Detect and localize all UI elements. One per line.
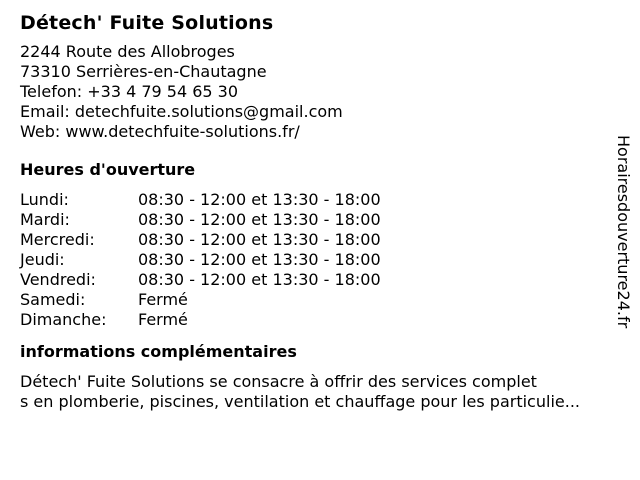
- day-hours: 08:30 - 12:00 et 13:30 - 18:00: [138, 270, 381, 289]
- hours-row: [20, 230, 381, 250]
- description-line-2: s en plomberie, piscines, ventilation et chauffage pour les particulie...: [20, 392, 580, 411]
- day-hours: Fermé: [138, 290, 188, 309]
- opening-hours-title: Heures d'ouverture: [20, 160, 196, 179]
- day-label: Samedi:: [20, 290, 86, 309]
- address-line-2: 73310 Serrières-en-Chautagne: [20, 62, 267, 81]
- day-label: Jeudi:: [20, 250, 65, 269]
- day-label: Lundi:: [20, 190, 69, 209]
- hours-row: [20, 210, 381, 230]
- email-line[interactable]: Email: detechfuite.solutions@gmail.com: [20, 102, 343, 121]
- site-brand-vertical: Horairesdouverture24.fr: [614, 135, 633, 329]
- business-description: [20, 372, 632, 412]
- phone-line[interactable]: Telefon: +33 4 79 54 65 30: [20, 82, 239, 101]
- opening-hours-table: [20, 190, 381, 330]
- address-line-1: 2244 Route des Allobroges: [20, 42, 235, 61]
- description-line-1: Détech' Fuite Solutions se consacre à offrir des services complet: [20, 372, 537, 391]
- website-line[interactable]: Web: www.detechfuite-solutions.fr/: [20, 122, 300, 141]
- hours-row: [20, 190, 381, 210]
- hours-row: [20, 250, 381, 270]
- day-hours: 08:30 - 12:00 et 13:30 - 18:00: [138, 250, 381, 269]
- additional-info-title: informations complémentaires: [20, 342, 297, 361]
- day-label: Dimanche:: [20, 310, 107, 329]
- business-name: Détech' Fuite Solutions: [20, 12, 274, 34]
- day-label: Vendredi:: [20, 270, 96, 289]
- day-label: Mercredi:: [20, 230, 95, 249]
- day-hours: 08:30 - 12:00 et 13:30 - 18:00: [138, 210, 381, 229]
- business-card: [20, 10, 620, 412]
- hours-row: [20, 290, 381, 310]
- day-hours: Fermé: [138, 310, 188, 329]
- hours-row: [20, 310, 381, 330]
- day-hours: 08:30 - 12:00 et 13:30 - 18:00: [138, 230, 381, 249]
- day-hours: 08:30 - 12:00 et 13:30 - 18:00: [138, 190, 381, 209]
- contact-block: [20, 42, 620, 142]
- day-label: Mardi:: [20, 210, 70, 229]
- hours-row: [20, 270, 381, 290]
